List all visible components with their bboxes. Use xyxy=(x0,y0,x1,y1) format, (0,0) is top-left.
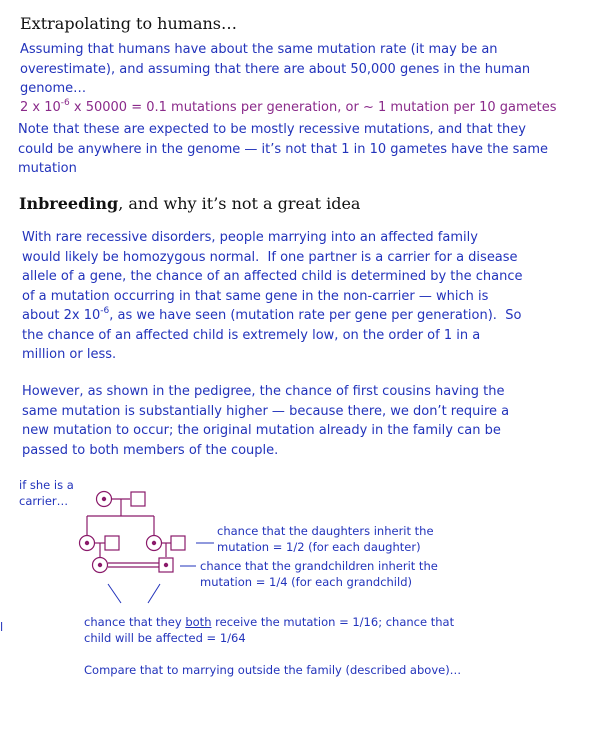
section-title-extrapolating: Extrapolating to humans… xyxy=(20,14,238,33)
grandfather-symbol xyxy=(131,492,145,506)
intro-line-2: overestimate), and assuming that there are about 50,000 genes in the human xyxy=(20,61,531,77)
inbreeding-line-6: the chance of an affected child is extremely low, on the order of 1 in a xyxy=(22,327,481,343)
cousins-line-3: new mutation to occur; the original mutation already in the family can be xyxy=(22,423,501,438)
intro-line-3: genome… xyxy=(20,81,87,96)
daughter2-husband-symbol xyxy=(171,536,185,550)
note-line-2: could be anywhere in the genome — it’s not that 1 in 10 gametes have the same xyxy=(18,141,549,157)
inbreeding-line-4: of a mutation occurring in that same gene in the non-carrier — which is xyxy=(22,288,489,304)
inbreeding-line-5: about 2x $10^{-6}$, as we have seen (mutation rate per gene per generation). So xyxy=(22,306,522,323)
daughters-note-line-1: chance that the daughters inherit the xyxy=(217,524,434,538)
inbreeding-line-1: With rare recessive disorders, people marrying into an affected family xyxy=(22,230,478,245)
cousins-line-2: same mutation is substantially higher — because there, we don’t require a xyxy=(22,403,510,419)
compare-note: Compare that to marrying outside the family (described above)… xyxy=(84,663,462,677)
grandson-carrier-dot xyxy=(164,563,167,566)
grandchildren-note-line-2: mutation = 1/4 (for each grandchild) xyxy=(200,575,412,589)
couple-pointer-left xyxy=(108,584,121,603)
intro-line-1: Assuming that humans have about the same mutation rate (it may be an xyxy=(20,42,498,57)
section-title-inbreeding: Inbreeding, and why it’s not a great idea xyxy=(19,194,361,213)
inbreeding-line-2: would likely be homozygous normal. If one partner is a carrier for a disease xyxy=(22,249,518,265)
edge-mark: l xyxy=(0,620,4,634)
daughter1-husband-symbol xyxy=(105,536,119,550)
daughter2-carrier-dot xyxy=(152,541,155,544)
granddaughter-carrier-dot xyxy=(98,563,101,566)
inbreeding-line-7: million or less. xyxy=(22,347,117,362)
daughter1-carrier-dot xyxy=(85,541,88,544)
carrier-note-line-2: carrier… xyxy=(19,494,69,508)
carrier-note-line-1: if she is a xyxy=(19,478,74,492)
inbreeding-line-3: allele of a gene, the chance of an affected child is determined by the chance xyxy=(22,269,523,284)
grandmother-carrier-dot xyxy=(102,497,105,500)
cousins-line-4: passed to both members of the couple. xyxy=(22,442,279,458)
note-line-1: Note that these are expected to be mostly recessive mutations, and that they xyxy=(18,122,526,137)
cousins-line-1: However, as shown in the pedigree, the chance of first cousins having the xyxy=(22,384,505,399)
mutation-equation: 2 x $10^{-6}$ x 50000 = 0.1 mutations per generation, or ~ 1 mutation per 10 gametes xyxy=(20,98,557,115)
both-receive-line-2: child will be affected = 1/64 xyxy=(84,631,246,645)
couple-pointer-right xyxy=(148,584,160,603)
grandchildren-note-line-1: chance that the grandchildren inherit the xyxy=(200,559,438,573)
daughters-note-line-2: mutation = 1/2 (for each daughter) xyxy=(217,540,421,554)
note-line-3: mutation xyxy=(18,161,77,176)
both-receive-line-1: chance that they both receive the mutation = 1/16; chance that xyxy=(84,615,455,629)
